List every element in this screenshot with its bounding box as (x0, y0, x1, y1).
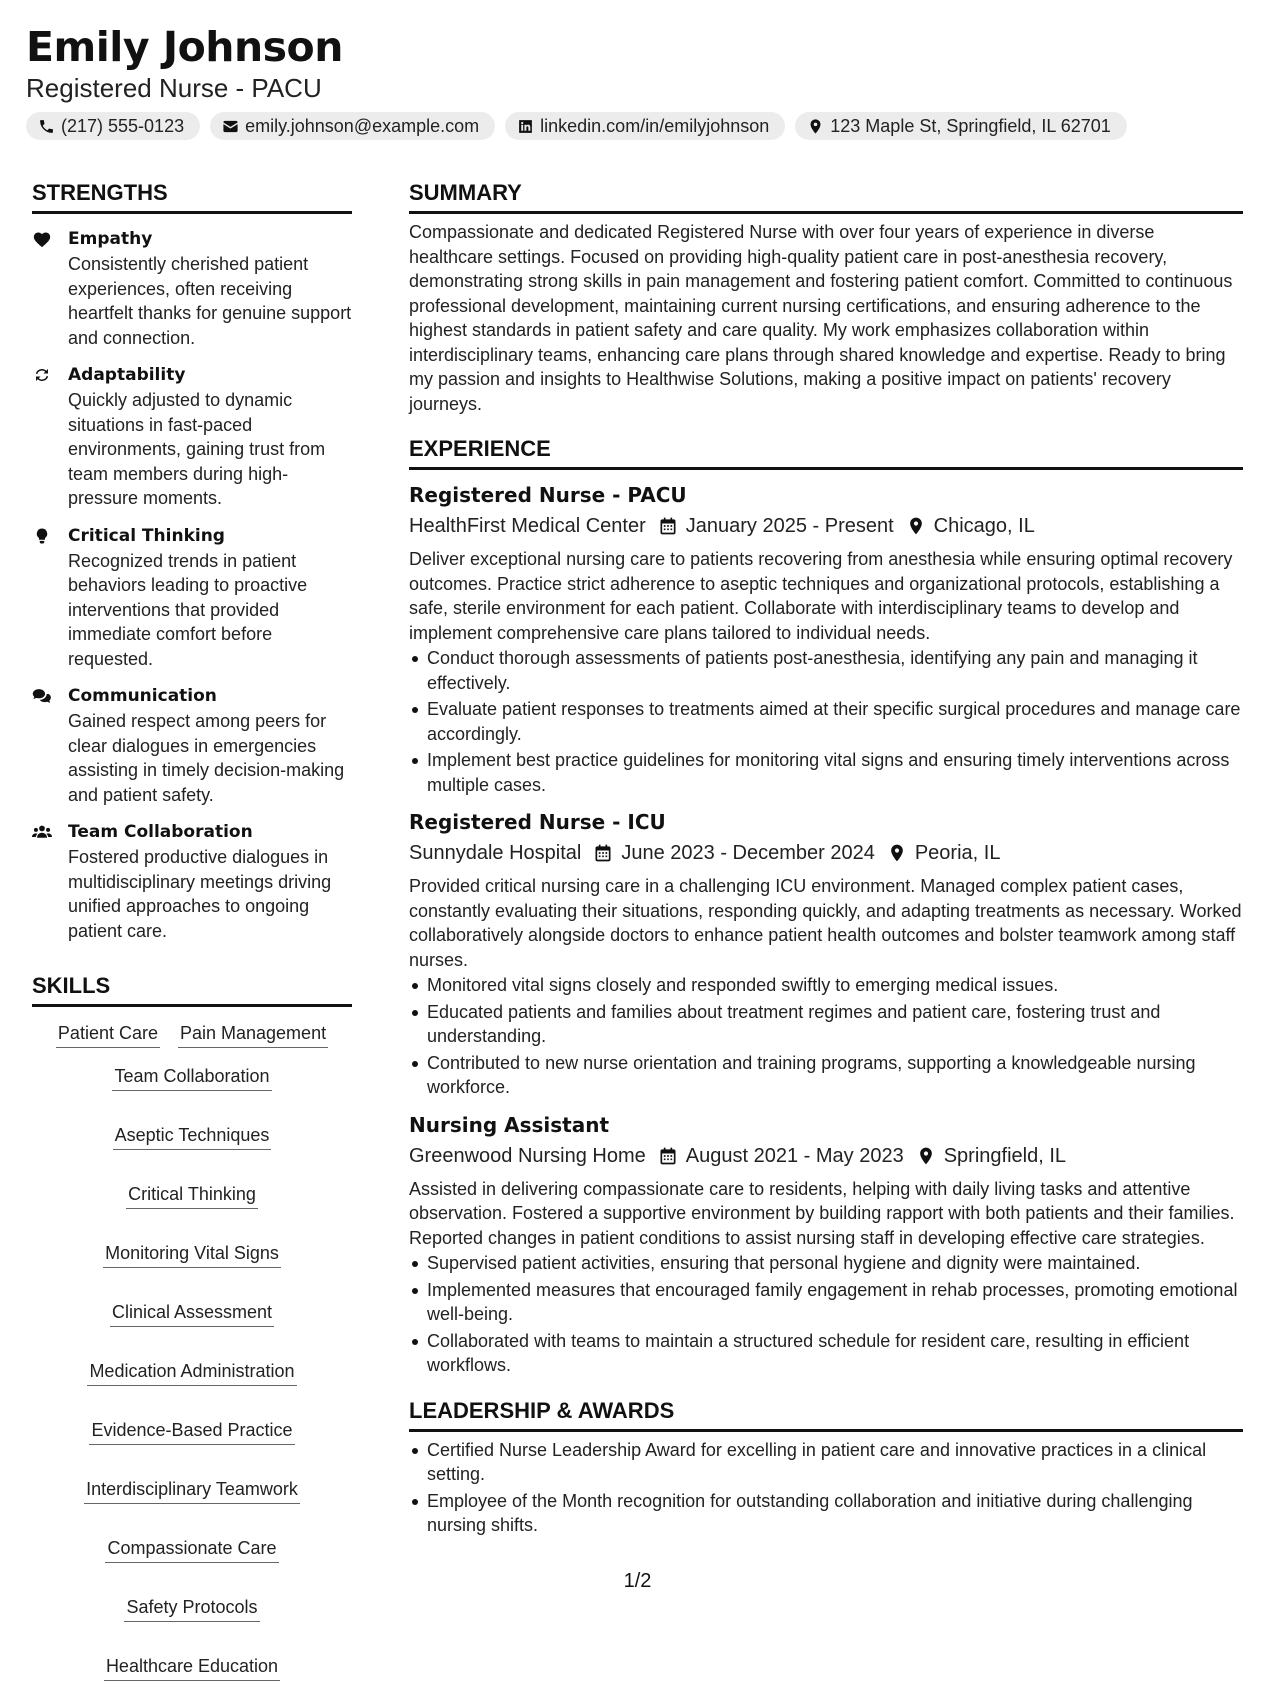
skill-tag: Aseptic Techniques (113, 1123, 272, 1150)
envelope-icon (222, 118, 239, 135)
chat-bubbles-icon (32, 687, 52, 705)
job-dates: June 2023 - December 2024 (621, 842, 875, 864)
skill-tag: Healthcare Education (104, 1654, 280, 1681)
job-entry (409, 480, 1243, 797)
job-description: Assisted in delivering compassionate care to residents, helping with daily living tasks and attentive observation. Fostered a supportive environment by building rapport with both patients and their families. Reported changes in patient conditions to assist nursing staff in developing effective care strategies. (409, 1178, 1235, 1248)
bullet-item: Educated patients and families about treatment regimes and patient care, fostering trust and understanding. (409, 1000, 1243, 1049)
job-company: Sunnydale Hospital (409, 842, 582, 864)
skill-tag: Clinical Assessment (110, 1300, 274, 1327)
contact-phone[interactable] (26, 112, 200, 140)
job-description: Provided critical nursing care in a challenging ICU environment. Managed complex patient cases, constantly evaluating their situations, responding quickly, and adapting treatments as necessary. Worked collaboratively alongside doctors to enhance patient health outcomes and bolster teamwork among staff nurses. (409, 876, 1242, 970)
candidate-name: Emily Johnson (26, 23, 343, 71)
job-location: Chicago, IL (933, 515, 1035, 537)
awards-heading: LEADERSHIP & AWARDS (409, 1396, 1243, 1432)
map-pin-icon (887, 843, 907, 863)
bullet-item: Supervised patient activities, ensuring that personal hygiene and dignity were maintained. (409, 1251, 1243, 1276)
contact-linkedin-text: linkedin.com/in/emilyjohnson (540, 115, 770, 136)
contact-email-text: emily.johnson@example.com (245, 115, 480, 136)
strength-item (32, 226, 352, 350)
bullet-item: Evaluate patient responses to treatments aimed at their specific surgical procedures and manage care accordingly. (409, 697, 1243, 746)
strength-desc: Consistently cherished patient experiences, often receiving heartfelt thanks for genuine support and connection. (68, 254, 352, 348)
contact-address[interactable] (795, 112, 1127, 140)
bullet-item: Implement best practice guidelines for monitoring vital signs and ensuring timely interventions across multiple cases. (409, 748, 1243, 797)
left-column (32, 178, 352, 1681)
map-pin-icon (916, 1146, 936, 1166)
strength-title: Empathy (68, 229, 153, 249)
strength-desc: Quickly adjusted to dynamic situations in fast-paced environments, gaining trust from team members during high-pressure moments. (68, 390, 326, 508)
strength-title: Critical Thinking (68, 525, 225, 546)
experience-heading: EXPERIENCE (409, 434, 1243, 470)
strength-item (32, 819, 352, 943)
skill-tag: Interdisciplinary Teamwork (84, 1477, 300, 1504)
job-meta (409, 1141, 1243, 1171)
job-title: Nursing Assistant (409, 1112, 610, 1137)
summary-text: Compassionate and dedicated Registered Nurse with over four years of experience in diverse healthcare settings. Focused on providing high-quality patient care in post-anesthesia recovery, demonstrating strong skills in pain management and fostering patient comfort. Committed to continuous professional development, maintaining current nursing certifications, and ensuring adherence to the highest standards in patient safety and care quality. My work emphasizes collaboration within interdisciplinary teams, enhancing care plans through shared knowledge and expertise. Ready to bring my passion and insights to Healthwise Solutions, making a positive impact on patients' recovery journeys. (409, 222, 1233, 414)
strength-item (32, 362, 352, 511)
lightbulb-icon (32, 527, 52, 545)
awards-section (409, 1396, 1243, 1538)
strength-title: Communication (68, 686, 217, 706)
users-icon (32, 823, 52, 841)
bullet-item: Monitored vital signs closely and responded swiftly to emerging medical issues. (409, 973, 1243, 998)
summary-section (409, 178, 1243, 416)
job-company: HealthFirst Medical Center (409, 515, 646, 537)
bullet-item: Collaborated with teams to maintain a structured schedule for resident care, resulting in efficient workflows. (409, 1329, 1243, 1378)
job-entry (409, 1110, 1243, 1378)
job-bullets (409, 646, 1243, 797)
awards-list (409, 1438, 1243, 1538)
strength-desc: Fostered productive dialogues in multidisciplinary meetings driving unified approaches to ongoing patient care. (68, 847, 332, 941)
experience-section (409, 434, 1243, 1378)
strength-desc: Recognized trends in patient behaviors leading to proactive interventions that provided immediate comfort before requested. (68, 550, 308, 669)
skill-tag: Safety Protocols (124, 1595, 259, 1622)
award-item: Certified Nurse Leadership Award for excelling in patient care and innovative practices in a clinical setting. (409, 1438, 1243, 1487)
strength-title: Adaptability (68, 365, 186, 385)
strength-item (32, 523, 352, 672)
job-location: Springfield, IL (943, 1144, 1066, 1167)
contact-address-text: 123 Maple St, Springfield, IL 62701 (830, 115, 1111, 136)
calendar-icon (658, 1146, 678, 1166)
heart-icon (32, 230, 52, 248)
skill-tag: Critical Thinking (126, 1182, 258, 1209)
skill-tag: Monitoring Vital Signs (103, 1241, 281, 1268)
bullet-item: Contributed to new nurse orientation and training programs, supporting a knowledgeable nursing workforce. (409, 1051, 1243, 1100)
job-dates: August 2021 - May 2023 (685, 1144, 904, 1167)
resume-header (26, 22, 1251, 140)
job-meta (409, 838, 1243, 868)
contact-email[interactable] (210, 112, 495, 140)
job-location: Peoria, IL (914, 842, 1001, 864)
bullet-item: Conduct thorough assessments of patients post-anesthesia, identifying any pain and managing it effectively. (409, 646, 1243, 695)
bullet-item: Implemented measures that encouraged family engagement in rehab processes, promoting emotional well-being. (409, 1278, 1243, 1327)
job-description: Deliver exceptional nursing care to patients recovering from anesthesia while ensuring optimal recovery outcomes. Practice strict adherence to aseptic techniques and organizational protocols, establishing a safe, sterile environment for each patient. Collaborate with interdisciplinary teams to develop and implement comprehensive care plans tailored to individual needs. (409, 549, 1233, 643)
skill-tag: Medication Administration (87, 1359, 296, 1386)
strength-desc: Gained respect among peers for clear dialogues in emergencies assisting in timely decision-making and patient safety. (68, 711, 345, 805)
job-title: Registered Nurse - ICU (409, 810, 666, 834)
strength-title: Team Collaboration (68, 822, 253, 842)
job-dates: January 2025 - Present (685, 515, 894, 537)
map-pin-icon (906, 516, 926, 536)
map-pin-icon (807, 118, 824, 135)
summary-heading: SUMMARY (409, 178, 1243, 214)
skill-tag: Compassionate Care (105, 1536, 278, 1563)
contact-phone-text: (217) 555-0123 (61, 115, 185, 136)
job-bullets (409, 973, 1243, 1100)
strengths-heading: STRENGTHS (32, 178, 352, 214)
job-company: Greenwood Nursing Home (409, 1144, 646, 1167)
skill-tag: Patient Care (56, 1021, 160, 1048)
calendar-icon (658, 516, 678, 536)
award-item: Employee of the Month recognition for outstanding collaboration and initiative during challenging nursing shifts. (409, 1489, 1243, 1538)
phone-icon (38, 118, 55, 135)
job-title: Registered Nurse - PACU (409, 483, 687, 507)
calendar-icon (593, 843, 613, 863)
skill-tag: Pain Management (178, 1021, 328, 1048)
job-meta (409, 511, 1243, 541)
skill-tag: Team Collaboration (112, 1064, 271, 1091)
right-column (409, 178, 1243, 1540)
skills-heading: SKILLS (32, 971, 352, 1007)
job-entry (409, 807, 1243, 1100)
job-bullets (409, 1251, 1243, 1378)
contact-linkedin[interactable] (505, 112, 785, 140)
linkedin-icon (517, 118, 534, 135)
candidate-role: Registered Nurse - PACU (26, 73, 322, 103)
skill-tag: Evidence-Based Practice (89, 1418, 294, 1445)
sync-icon (32, 366, 52, 384)
contact-bar (26, 112, 1251, 140)
page-number: 1/2 (623, 1570, 652, 1592)
strength-item (32, 683, 352, 807)
